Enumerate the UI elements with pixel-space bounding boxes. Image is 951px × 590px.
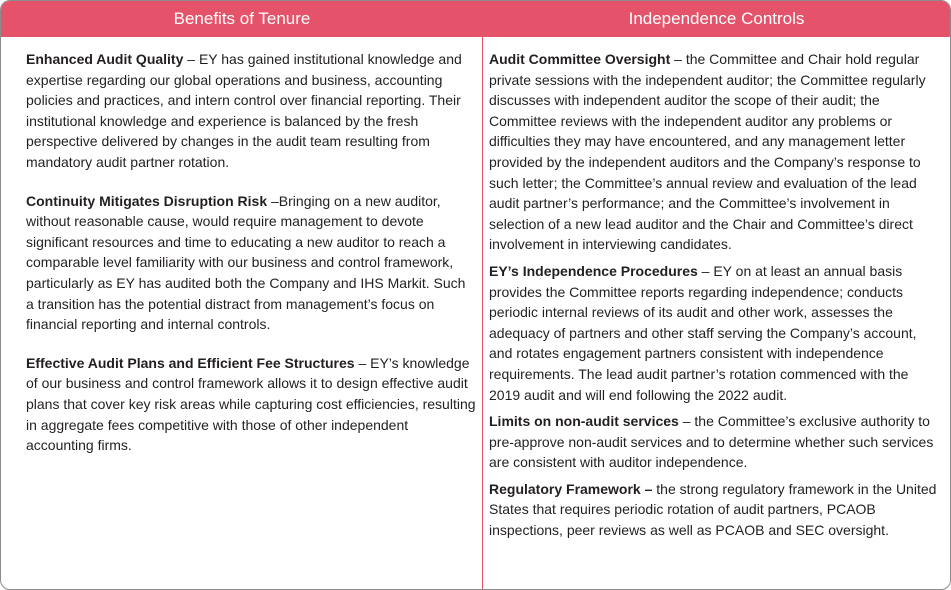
item-title: Audit Committee Oversight bbox=[489, 51, 671, 67]
item-body: – the Committee’s exclusive authority to pre-approve non-audit services and to determine whether such services are consistent with auditor independence. bbox=[489, 413, 934, 471]
audit-committee-oversight-item bbox=[489, 49, 941, 255]
table-header bbox=[1, 1, 950, 37]
independence-controls-header: Independence Controls bbox=[628, 9, 805, 28]
ey-independence-procedures-item bbox=[489, 261, 941, 405]
item-title: Effective Audit Plans and Efficient Fee Structures bbox=[26, 354, 355, 371]
controls-column bbox=[489, 49, 941, 541]
item-body: – EY has gained institutional knowledge and expertise regarding our global operations and business, accounting policies and practices, and intern control over financial reporting. Their institutional knowledge and experience is balanced by the fresh perspective delivered by changes in the audit team resulting from mandatory audit partner rotation. bbox=[26, 51, 462, 170]
item-title: Regulatory Framework – bbox=[489, 480, 653, 497]
regulatory-framework-item bbox=[489, 479, 941, 541]
column-divider bbox=[482, 37, 483, 589]
item-body: – EY’s knowledge of our business and control framework allows it to design effective audit plans that cover key risk areas while capturing cost efficiencies, resulting in aggregate fees competitive with those of other independent accounting firms. bbox=[26, 354, 476, 454]
item-body: – EY on at least an annual basis provides the Committee reports regarding independence; conducts periodic internal reviews of its audit and other work, assesses the adequacy of partners and other staff serving the Company’s account, and rotates engagement partners consistent with independence requirements. The lead audit partner’s rotation commenced with the 2019 audit and will end following the 2022 audit. bbox=[489, 262, 917, 403]
effective-audit-plans-item bbox=[26, 353, 476, 456]
item-title: EY’s Independence Procedures bbox=[489, 262, 698, 279]
enhanced-audit-quality-item bbox=[26, 49, 476, 173]
benefits-of-tenure-header: Benefits of Tenure bbox=[173, 9, 311, 28]
item-body: the strong regulatory framework in the United States that requires periodic rotation of audit partners, PCAOB inspections, peer reviews as well as PCAOB and SEC oversight. bbox=[489, 480, 937, 539]
item-title: Continuity Mitigates Disruption Risk bbox=[26, 192, 268, 209]
item-body: –Bringing on a new auditor, without reasonable cause, would require management to devote significant resources and time to educating a new auditor to reach a comparable level familiarity with our business and control framework, particularly as EY has audited both the Company and IHS Markit. Such a transition has the potential distract from management’s focus on financial reporting and internal controls. bbox=[26, 192, 466, 333]
benefits-column bbox=[26, 49, 476, 456]
continuity-item bbox=[26, 191, 476, 335]
item-body: – the Committee and Chair hold regular private sessions with the independent auditor; the Committee regularly discusses with independent auditor the scope of their audit; the Committee reviews with the independent auditor any problems or difficulties they may have encountered, and any management letter provided by the independent auditors and the Company’s response to such letter; the Committee’s annual review and evaluation of the lead audit partner’s performance; and the Committee’s involvement in selection of a new lead auditor and the Chair and Committee’s direct involvement in interviewing candidates. bbox=[489, 51, 926, 253]
non-audit-services-item bbox=[489, 411, 941, 473]
item-title: Limits on non-audit services bbox=[489, 413, 679, 430]
item-title: Enhanced Audit Quality bbox=[26, 51, 184, 67]
